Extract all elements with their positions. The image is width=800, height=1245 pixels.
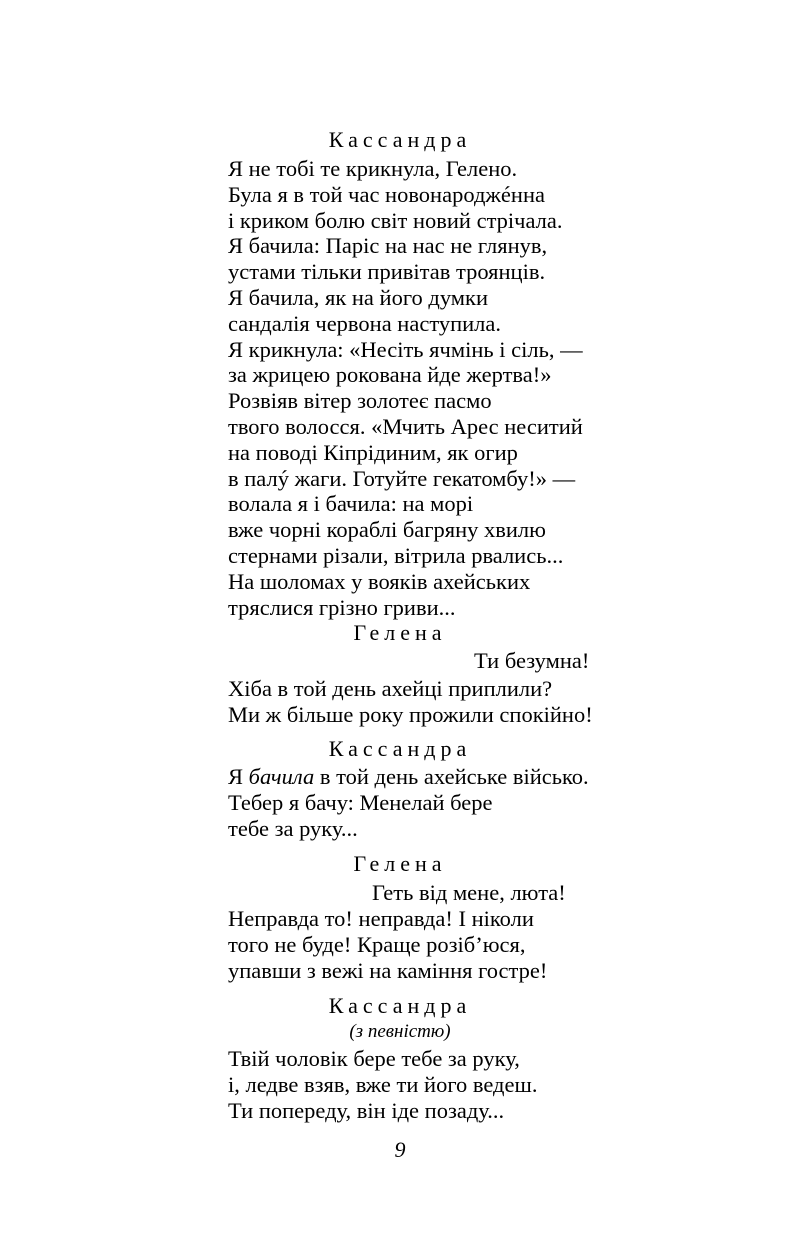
verse-line: Твій чоловік бере тебе за руку, xyxy=(228,1046,520,1071)
verse-text: Я xyxy=(228,764,249,789)
verse-line: волала я і бачила: на морі xyxy=(228,491,474,517)
verse-block xyxy=(228,156,648,620)
verse-line: тебе за руку... xyxy=(228,815,358,841)
verse-line: того не буде! Краще розіб’юся, xyxy=(228,931,526,957)
verse-line: Неправда то! неправда! І ніколи xyxy=(228,906,534,931)
page-number: 9 xyxy=(394,1137,406,1162)
verse-line: Хіба в той день ахейці приплили? xyxy=(228,676,553,701)
speaker-name: Кассандра xyxy=(328,736,472,761)
speaker-name: Кассандра xyxy=(328,127,472,152)
verse-line: упавши з вежі на каміння гостре! xyxy=(228,957,548,983)
verse-block xyxy=(228,1046,648,1123)
verse-line: Я бачила: Паріс на нас не глянув, xyxy=(228,233,548,259)
verse-line: і криком болю світ новий стрічала. xyxy=(228,207,563,233)
verse-line: Я не тобі те крикнула, Гелено. xyxy=(228,156,518,181)
speaker-name: Гелена xyxy=(353,620,447,645)
verse-line: сандалія червона наступила. xyxy=(228,310,502,336)
verse-line: Ми ж більше року прожили спокійно! xyxy=(228,701,593,727)
verse-line xyxy=(228,764,648,790)
verse-line: за жрицею рокована йде жертва!» xyxy=(228,362,552,388)
verse-line-indented: Ти безумна! xyxy=(474,648,590,673)
verse-line: твого волосся. «Мчить Арес неситий xyxy=(228,413,583,439)
speaker-name: Кассандра xyxy=(328,993,472,1018)
speaker-name: Гелена xyxy=(353,851,447,876)
verse-block xyxy=(228,676,648,728)
verse-block xyxy=(228,764,648,841)
verse-line: і, ледве взяв, вже ти його ведеш. xyxy=(228,1071,538,1097)
stage-direction: (з певністю) xyxy=(349,1021,451,1042)
verse-line: Тебер я бачу: Менелай бере xyxy=(228,789,493,815)
verse-line: Ти попереду, він іде позаду... xyxy=(228,1097,505,1123)
verse-line: Була я в той час новонароджéнна xyxy=(228,181,545,207)
verse-line: тряслися грізно гриви... xyxy=(228,594,456,620)
verse-block xyxy=(228,906,648,983)
verse-line: Я бачила, як на його думки xyxy=(228,284,488,310)
verse-line: устами тільки привітав троянців. xyxy=(228,259,546,285)
verse-line: стернами різали, вітрила рвались... xyxy=(228,542,564,568)
verse-text: в той день ахейське військо. xyxy=(314,764,589,789)
verse-line: на поводі Кіпрідиним, як огир xyxy=(228,439,518,465)
verse-line: Розвіяв вітер золотеє пасмо xyxy=(228,388,492,414)
emphasized-word: бачила xyxy=(248,764,315,789)
verse-line: в палý жаги. Готуйте гекатомбу!» — xyxy=(228,465,576,491)
verse-line: На шоломах у вояків ахейських xyxy=(228,568,531,594)
verse-line-indented: Геть від мене, люта! xyxy=(372,880,566,905)
verse-line: вже чорні кораблі багряну хвилю xyxy=(228,517,546,543)
verse-line: Я крикнула: «Несіть ячмінь і сіль, — xyxy=(228,336,583,362)
